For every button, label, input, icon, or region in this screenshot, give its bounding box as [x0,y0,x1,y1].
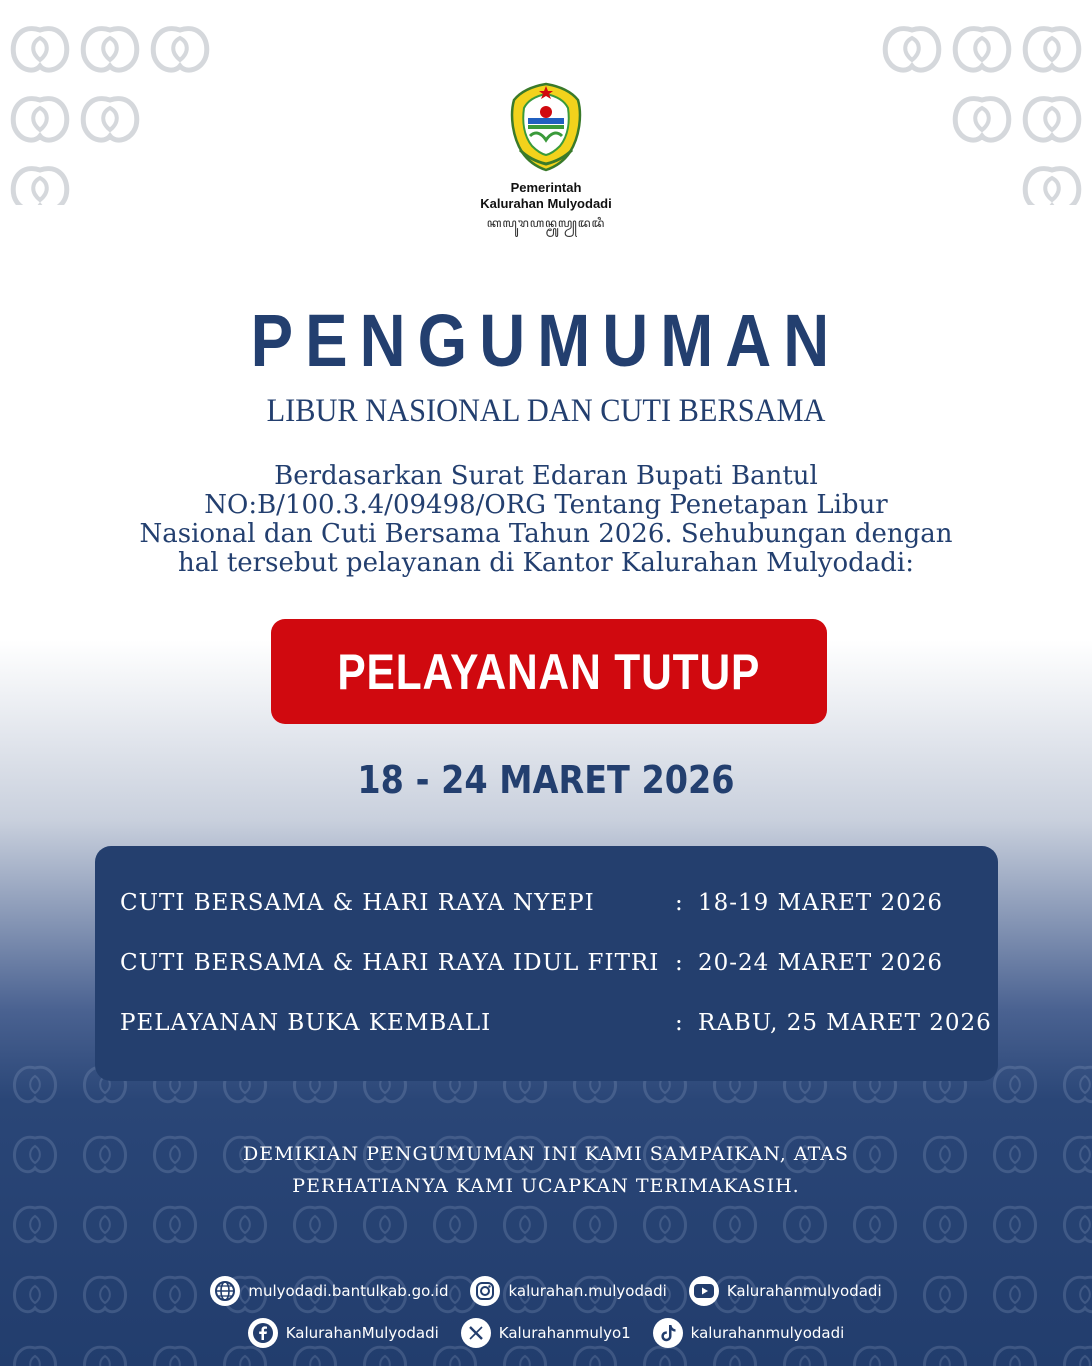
x-link[interactable] [461,1318,631,1348]
schedule-separator: : [675,1010,684,1036]
schedule-label: CUTI BERSAMA & HARI RAYA NYEPI [120,890,595,916]
instagram-icon [470,1276,500,1306]
website-text: mulyodadi.bantulkab.go.id [248,1282,449,1300]
schedule-separator: : [675,950,684,976]
schedule-row [120,890,990,924]
schedule-row [120,950,990,984]
closing-statement [150,1138,942,1202]
youtube-icon [689,1276,719,1306]
kabupaten-emblem-icon [508,80,584,172]
youtube-text: Kalurahanmulyodadi [726,1282,882,1300]
intro-line: NO:B/100.3.4/09498/ORG Tentang Penetapan Libur [204,490,888,520]
youtube-link[interactable] [689,1276,882,1306]
x-text: Kalurahanmulyo1 [498,1324,631,1342]
facebook-link[interactable] [248,1318,439,1348]
closed-banner-text: PELAYANAN TUTUP [337,643,761,700]
social-links-row [0,1318,1092,1348]
closure-date-range: 18 - 24 MARET 2026 [357,758,735,802]
globe-icon [210,1276,240,1306]
gov-name-line2: Kalurahan Mulyodadi [480,196,612,211]
facebook-text: KalurahanMulyodadi [285,1324,439,1342]
schedule-value: 20-24 MARET 2026 [698,950,944,976]
instagram-link[interactable] [470,1276,666,1306]
x-icon [461,1318,491,1348]
schedule-value: 18-19 MARET 2026 [698,890,944,916]
page-title: PENGUMUMAN [250,299,842,382]
facebook-icon [248,1318,278,1348]
tiktok-link[interactable] [653,1318,845,1348]
schedule-label: PELAYANAN BUKA KEMBALI [120,1010,492,1036]
javanese-script-name: ꦏꦭꦸꦫꦲꦤ꧀ꦩꦸꦭꦾꦢꦢꦶ [486,216,606,230]
schedule-value: RABU, 25 MARET 2026 [698,1010,992,1036]
closing-line: PERHATIANYA KAMI UCAPKAN TERIMAKASIH. [292,1175,800,1197]
instagram-text: kalurahan.mulyodadi [508,1282,667,1300]
intro-line: hal tersebut pelayanan di Kantor Kalurahan Mulyodadi: [178,548,914,578]
page-subtitle: LIBUR NASIONAL DAN CUTI BERSAMA [266,393,826,429]
logo-block [0,80,1092,238]
intro-line: Nasional dan Cuti Bersama Tahun 2026. Sehubungan dengan [139,519,953,549]
gov-name-line1: Pemerintah [510,180,582,195]
schedule-row [120,1010,990,1044]
intro-line: Berdasarkan Surat Edaran Bupati Bantul [274,461,818,491]
social-links-row [0,1276,1092,1306]
closing-line: DEMIKIAN PENGUMUMAN INI KAMI SAMPAIKAN, ATAS [243,1143,849,1165]
schedule-separator: : [675,890,684,916]
tiktok-icon [653,1318,683,1348]
closed-banner [271,619,827,724]
schedule-panel [95,846,998,1081]
schedule-label: CUTI BERSAMA & HARI RAYA IDUL FITRI [120,950,660,976]
intro-paragraph [100,462,992,578]
tiktok-text: kalurahanmulyodadi [690,1324,845,1342]
website-link[interactable] [210,1276,448,1306]
